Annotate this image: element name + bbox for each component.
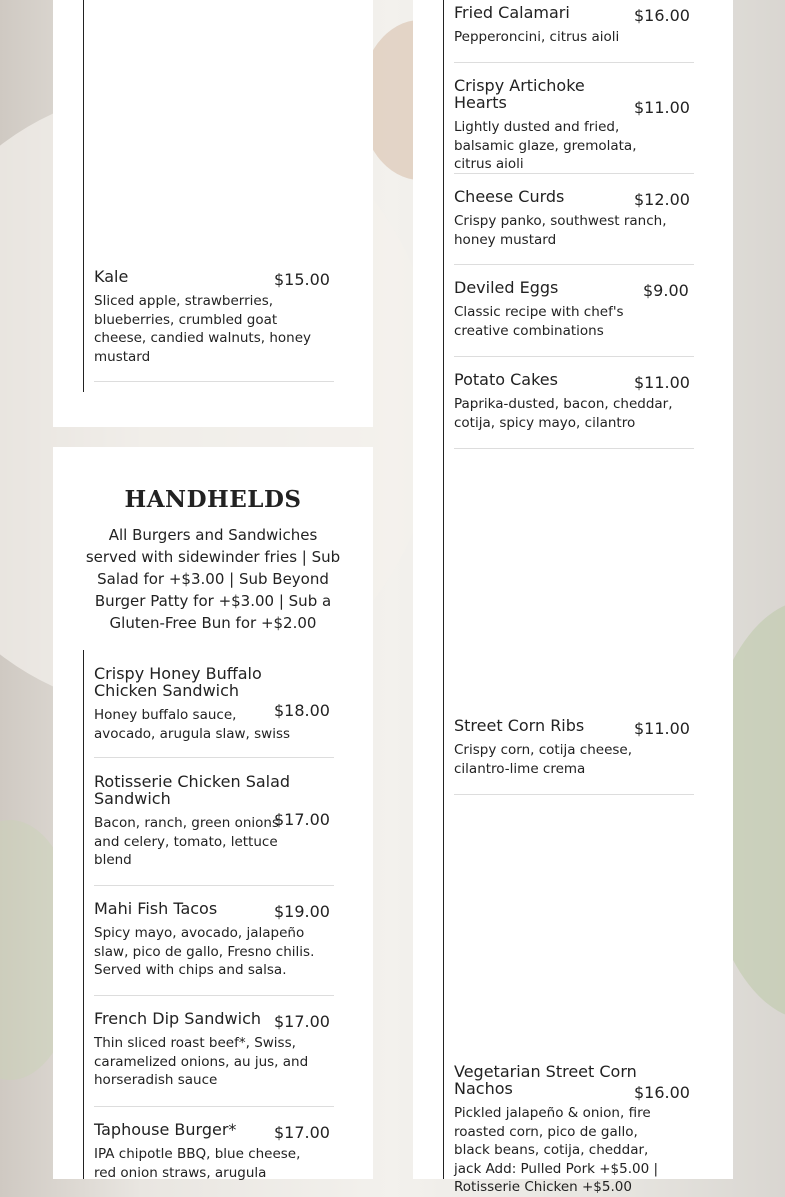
menu-item-price: $16.00 — [634, 1083, 690, 1102]
item-divider — [94, 885, 334, 886]
item-divider — [94, 995, 334, 996]
menu-item-name: Rotisserie Chicken Salad Sandwich — [94, 772, 291, 808]
menu-item-name: Vegetarian Street Corn Nachos — [454, 1062, 637, 1098]
menu-item-description: Pickled jalapeño & onion, fire roasted corn, pico de gallo, black beans, cotija, cheddar, jack Add: Pulled Pork +$5.00 | Rotisserie Chicken +$5.00 — [454, 1105, 659, 1195]
menu-item — [454, 4, 634, 47]
menu-item — [454, 717, 639, 778]
menu-item-description: Honey buffalo sauce, avocado, arugula slaw, swiss — [94, 707, 291, 742]
menu-item-name: Kale — [94, 267, 129, 286]
menu-item — [454, 279, 639, 340]
item-divider — [94, 381, 334, 382]
menu-item-description: Paprika-dusted, bacon, cheddar, cotija, spicy mayo, cilantro — [454, 396, 673, 431]
menu-item-description: Spicy mayo, avocado, jalapeño slaw, pico de gallo, Fresno chilis. Served with chips and salsa. — [94, 925, 315, 978]
menu-item-price: $17.00 — [274, 1012, 330, 1031]
menu-item-name: French Dip Sandwich — [94, 1009, 262, 1028]
section-description: All Burgers and Sandwiches served with sidewinder fries | Sub Salad for +$3.00 | Sub Beyond Burger Patty for +$3.00 | Sub a Gluten-Free Bun for +$2.00 — [85, 526, 341, 632]
item-divider — [454, 448, 694, 449]
menu-item — [454, 77, 639, 174]
menu-item-name: Cheese Curds — [454, 187, 565, 206]
menu-item-price: $11.00 — [634, 98, 690, 117]
menu-item-name: Crispy Honey Buffalo Chicken Sandwich — [94, 664, 262, 700]
menu-item-price: $12.00 — [634, 190, 690, 209]
menu-item-description: Thin sliced roast beef*, Swiss, caramelized onions, au jus, and horseradish sauce — [94, 1035, 309, 1088]
menu-item-name: Crispy Artichoke Hearts — [454, 76, 585, 112]
menu-item-price: $19.00 — [274, 902, 330, 921]
item-divider — [454, 62, 694, 63]
menu-item-description: Lightly dusted and fried, balsamic glaze, gremolata, citrus aioli — [454, 119, 637, 172]
item-divider — [94, 1106, 334, 1107]
menu-item-name: Mahi Fish Tacos — [94, 899, 218, 918]
menu-item-name: Street Corn Ribs — [454, 716, 585, 735]
menu-item-description: Pepperoncini, citrus aioli — [454, 29, 620, 45]
menu-item-price: $17.00 — [274, 810, 330, 829]
menu-item-name: Deviled Eggs — [454, 278, 559, 297]
menu-item-name: Taphouse Burger* — [94, 1120, 237, 1139]
item-divider — [454, 794, 694, 795]
menu-item-description: Classic recipe with chef's creative combinations — [454, 304, 624, 339]
menu-item-description: Crispy corn, cotija cheese, cilantro-lime crema — [454, 742, 633, 777]
menu-item-price: $18.00 — [274, 701, 330, 720]
menu-item-price: $9.00 — [643, 281, 689, 300]
menu-item-price: $16.00 — [634, 6, 690, 25]
menu-item-name: Fried Calamari — [454, 3, 570, 22]
section-title: HANDHELDS — [124, 486, 302, 513]
item-divider — [454, 264, 694, 265]
menu-item-price: $17.00 — [274, 1123, 330, 1142]
menu-item-description: IPA chipotle BBQ, blue cheese, red onion straws, arugula — [94, 1146, 301, 1181]
item-divider — [94, 757, 334, 758]
menu-item-price: $11.00 — [634, 373, 690, 392]
menu-item-description: Crispy panko, southwest ranch, honey mustard — [454, 213, 667, 248]
menu-item-price: $15.00 — [274, 270, 330, 289]
appetizers-panel — [413, 0, 733, 1179]
menu-item-description: Bacon, ranch, green onions and celery, tomato, lettuce blend — [94, 815, 279, 868]
salads-column-rule — [83, 0, 84, 392]
menu-item-price: $11.00 — [634, 719, 690, 738]
menu-item-name: Potato Cakes — [454, 370, 558, 389]
item-divider — [454, 173, 694, 174]
handhelds-column-rule — [83, 650, 84, 1179]
item-divider — [454, 356, 694, 357]
menu-item — [94, 773, 294, 870]
menu-item-description: Sliced apple, strawberries, blueberries, crumbled goat cheese, candied walnuts, honey mustard — [94, 293, 312, 365]
appetizers-column-rule — [443, 0, 444, 1179]
